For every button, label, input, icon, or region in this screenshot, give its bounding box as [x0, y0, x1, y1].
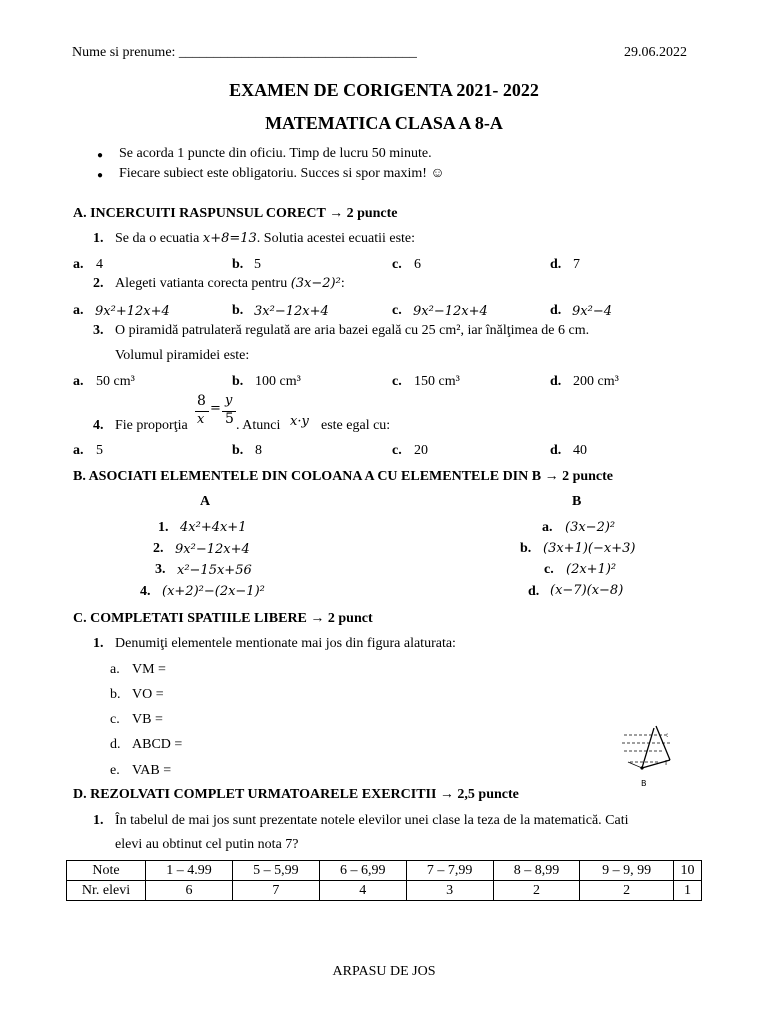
- option-letter: b.: [232, 257, 244, 272]
- fraction-denominator: 5: [225, 411, 234, 427]
- table-row: [67, 881, 702, 901]
- question-number: 2.: [93, 276, 104, 291]
- question-4-text: este egal cu:: [321, 418, 391, 433]
- section-c-heading: C. COMPLETATI SPATIILE LIBERE → 2 punct: [73, 611, 373, 626]
- footer-location: ARPASU DE JOS: [332, 964, 436, 979]
- match-number: 1.: [158, 520, 169, 535]
- question-number: 1.: [93, 636, 104, 651]
- match-number: 4.: [140, 584, 151, 599]
- option-value: 40: [573, 443, 587, 458]
- option-letter: d.: [550, 443, 562, 458]
- option-letter: a.: [73, 257, 84, 272]
- table-cell: 5 – 5,99: [232, 861, 319, 881]
- match-letter: a.: [542, 520, 553, 535]
- question-number: 3.: [93, 323, 104, 338]
- question-number: 1.: [93, 813, 104, 828]
- table-row: [67, 861, 702, 881]
- match-letter: b.: [520, 541, 532, 556]
- match-letter: c.: [544, 562, 554, 577]
- option-value: 9x²−4: [572, 304, 612, 319]
- option-value: 8: [255, 443, 262, 458]
- table-cell: 9 – 9, 99: [580, 861, 673, 881]
- table-cell: 2: [580, 881, 673, 901]
- equals-sign: =: [210, 401, 221, 416]
- table-cell: 8 – 8,99: [493, 861, 580, 881]
- option-value: 50 cm³: [96, 374, 135, 389]
- fill-item-letter: c.: [110, 712, 120, 727]
- option-value: 5: [96, 443, 103, 458]
- option-value: 6: [414, 257, 421, 272]
- table-cell: 7: [232, 881, 319, 901]
- instruction-2: Fiecare subiect este obligatoriu. Succes si spor maxim! ☺: [119, 166, 445, 181]
- svg-text::: :: [666, 731, 669, 739]
- option-value: 5: [254, 257, 261, 272]
- instruction-1: Se acorda 1 puncte din oficiu. Timp de lucru 50 minute.: [119, 146, 432, 161]
- product-expression: x·y: [290, 414, 309, 429]
- option-value: 200 cm³: [573, 374, 619, 389]
- match-expression-a: 9x²−12x+4: [175, 542, 250, 557]
- fraction-numerator: y: [225, 393, 233, 408]
- option-value: 3x²−12x+4: [254, 304, 329, 319]
- svg-text:I: I: [665, 759, 668, 767]
- bullet-icon: ●: [97, 170, 104, 181]
- pyramid-figure: [620, 724, 676, 790]
- fill-item-letter: b.: [110, 687, 121, 702]
- section-b-heading: B. ASOCIATI ELEMENTELE DIN COLOANA A CU ELEMENTELE DIN B → 2 puncte: [73, 469, 614, 484]
- option-letter: d.: [550, 374, 562, 389]
- option-letter: a.: [73, 303, 84, 318]
- match-expression-b: (3x−2)²: [565, 520, 616, 535]
- question-number: 1.: [93, 231, 104, 246]
- table-cell: 1: [673, 881, 701, 901]
- table-cell: 7 – 7,99: [406, 861, 493, 881]
- match-expression-b: (x−7)(x−8): [550, 583, 624, 598]
- fill-item: VM =: [132, 662, 166, 677]
- option-value: 100 cm³: [255, 374, 301, 389]
- table-cell: 4: [319, 881, 406, 901]
- fill-item: ABCD =: [132, 737, 183, 752]
- match-number: 3.: [155, 562, 166, 577]
- match-number: 2.: [153, 541, 164, 556]
- name-field-label: Nume si prenume: __________________________________: [72, 45, 417, 60]
- section-c-question: Denumiţi elementele mentionate mai jos din figura alaturata:: [115, 636, 456, 651]
- fill-item: VAB =: [132, 763, 172, 778]
- option-letter: c.: [392, 443, 402, 458]
- option-letter: d.: [550, 303, 562, 318]
- table-header-cell: Nr. elevi: [67, 881, 146, 901]
- option-letter: d.: [550, 257, 562, 272]
- exam-date: 29.06.2022: [624, 45, 687, 60]
- question-4-text: . Atunci: [236, 418, 281, 433]
- question-number: 4.: [93, 418, 104, 433]
- fill-item-letter: a.: [110, 662, 120, 677]
- fill-item-letter: d.: [110, 737, 121, 752]
- question-3-line-1: O piramidă patrulateră regulată are aria bazei egală cu 25 cm², iar înălţimea de 6 cm.: [115, 323, 590, 338]
- option-value: 150 cm³: [414, 374, 460, 389]
- option-letter: a.: [73, 374, 84, 389]
- grades-table: [66, 860, 702, 901]
- option-value: 9x²+12x+4: [95, 304, 170, 319]
- section-d-question-line-1: În tabelul de mai jos sunt prezentate notele elevilor unei clase la teza de la matematică. Cati: [115, 813, 629, 828]
- option-letter: c.: [392, 257, 402, 272]
- table-header-cell: Note: [67, 861, 146, 881]
- match-letter: d.: [528, 584, 540, 599]
- option-letter: a.: [73, 443, 84, 458]
- match-expression-a: (x+2)²−(2x−1)²: [162, 584, 265, 599]
- section-d-heading: D. REZOLVATI COMPLET URMATOARELE EXERCITII → 2,5 puncte: [73, 787, 519, 802]
- match-expression-b: (3x+1)(−x+3): [543, 541, 636, 556]
- table-cell: 6 – 6,99: [319, 861, 406, 881]
- fraction-denominator: x: [197, 412, 205, 427]
- table-cell: 2: [493, 881, 580, 901]
- fraction-numerator: 8: [197, 393, 206, 409]
- option-letter: b.: [232, 443, 244, 458]
- column-b-label: B: [572, 494, 582, 509]
- option-value: 7: [573, 257, 580, 272]
- table-cell: 3: [406, 881, 493, 901]
- question-1-text: Se da o ecuatia x+8=13. Solutia acestei ecuatii este:: [115, 231, 416, 246]
- bullet-icon: ●: [97, 150, 104, 161]
- section-d-question-line-2: elevi au obtinut cel putin nota 7?: [115, 837, 299, 852]
- table-cell: 10: [673, 861, 701, 881]
- table-cell: 6: [146, 881, 233, 901]
- option-letter: c.: [392, 303, 402, 318]
- option-value: 4: [96, 257, 103, 272]
- option-value: 9x²−12x+4: [413, 304, 488, 319]
- match-expression-a: x²−15x+56: [177, 563, 252, 578]
- exam-title: EXAMEN DE CORIGENTA 2021- 2022: [229, 80, 539, 100]
- exam-subtitle: MATEMATICA CLASA A 8-A: [265, 113, 503, 133]
- match-expression-a: 4x²+4x+1: [180, 520, 247, 535]
- option-letter: b.: [232, 374, 244, 389]
- figure-label-b: B: [641, 779, 647, 788]
- column-a-label: A: [200, 494, 211, 509]
- fill-item: VB =: [132, 712, 163, 727]
- question-3-line-2: Volumul piramidei este:: [115, 348, 250, 363]
- fill-item: VO =: [132, 687, 164, 702]
- section-a-heading: A. INCERCUITI RASPUNSUL CORECT → 2 puncte: [73, 206, 398, 221]
- question-2-text: Alegeti vatianta corecta pentru (3x−2)²:: [115, 276, 345, 291]
- question-4-text: Fie proporţia: [115, 418, 188, 433]
- option-value: 20: [414, 443, 428, 458]
- option-letter: b.: [232, 303, 244, 318]
- table-cell: 1 – 4.99: [146, 861, 233, 881]
- option-letter: c.: [392, 374, 402, 389]
- match-expression-b: (2x+1)²: [566, 562, 617, 577]
- fill-item-letter: e.: [110, 763, 120, 778]
